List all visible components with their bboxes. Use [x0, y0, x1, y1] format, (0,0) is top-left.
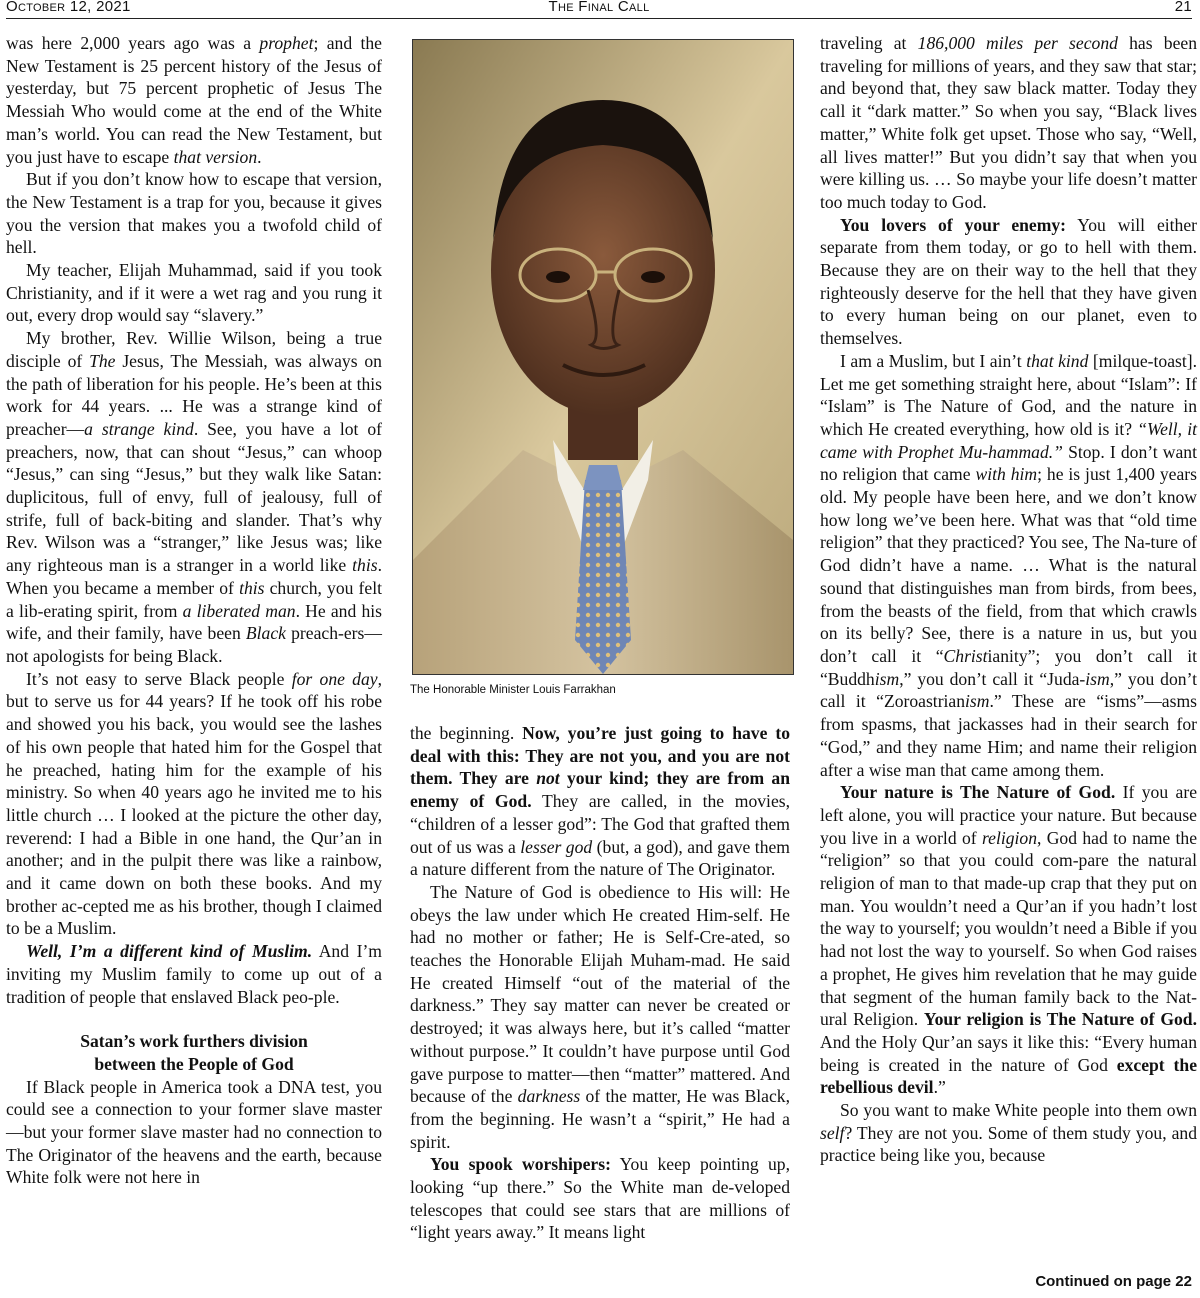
- text-run: has been traveling for millions of years, and they saw that star; and beyond that, they saw black matter. Today they call it “dark matter.” So when you say, “Black lives matter,” White folk get upset. Those who say, “Well, all lives matter!” But you didn’t say that when you were killing us. … So maybe your life doesn’t matter too much today to God.: [820, 33, 1198, 212]
- text-run: church, you felt a lib-erating spirit, from: [6, 577, 382, 621]
- paragraph: [6, 327, 382, 668]
- paper-name: The Final Call: [548, 0, 650, 15]
- text-run: for one day: [291, 668, 378, 689]
- text-run: a liberated man: [182, 600, 296, 621]
- text-run: Well, I’m a different kind of Muslim.: [26, 941, 313, 962]
- text-run: ism: [874, 668, 900, 689]
- text-run: self: [820, 1122, 845, 1143]
- text-run: ,” you don’t call it “Juda-: [899, 668, 1086, 689]
- text-run: ? They are not you. Some of them study you, and practice being like you, because: [820, 1122, 1197, 1166]
- text-run: If you are left alone, you will practice your nature. But because you live in a world of: [820, 782, 1197, 848]
- text-run: Your nature is The Nature of God.: [840, 782, 1116, 803]
- paragraph: [410, 722, 790, 881]
- paragraph: [6, 940, 382, 1008]
- text-run: You lovers of your enemy:: [840, 214, 1067, 235]
- paragraph: [410, 1153, 790, 1244]
- paragraph: [820, 781, 1197, 1099]
- text-run: your kind; they are from an enemy of God.: [410, 768, 791, 812]
- article-column-3: [820, 32, 1197, 1167]
- text-run: religion: [981, 827, 1037, 848]
- text-run: They are called, in the movies, “children of a lesser god”: The God that grafted them out of us was a: [410, 791, 790, 857]
- text-run: Black: [245, 623, 286, 644]
- text-run: You spook worshipers:: [430, 1154, 611, 1175]
- text-run: ,” you don’t call it “Zoroastrian: [820, 668, 1198, 712]
- text-run: , but to serve us for 44 years? If he took off his robe and showed you his back, you would see the lashes of his own people that hated him for the Gospel that he preached, hating him for the example of his ministry. So when 40 years ago he invited me to his little church … I looked at the picture the other day, reverend: I had a Bible in one hand, the Qur’an in another; and in the pulpit there was like a rainbow, and it came down on both these books. And my brother ac-cepted me as his brother, though I claimed to be a Muslim.: [6, 668, 382, 939]
- text-run: And I’m inviting my Muslim family to come up out of a tradition of people that enslaved Black peo-ple.: [6, 941, 382, 1007]
- article-column-2: [410, 722, 790, 1244]
- text-run: The Nature of God is obedience to His will: He obeys the law under which He created Him-self. He had no mother or father; He is Self-Cre-ated, so teaches the Honorable Elijah Muham-mad. He said He created Himself “out of the material of the darkness.” They say matter can never be created or destroyed; it was always here, but it’s called “matter without purpose.” It couldn’t have purpose until God gave purpose to matter—then “matter” mattered. And because of the: [410, 881, 790, 1107]
- text-run: that kind: [1026, 350, 1089, 371]
- text-run: . See, you have a lot of preachers, now, that can shout “Jesus,” can whoop “Jesus,” can sing “Jesus,” but they walk like Satan: duplicitous, full of envy, full of jealousy, full of strife, full of back-biting and slander. That’s why Rev. Wilson was a “stranger,” like Jesus was; like any righteous man is a stranger in a world like: [6, 418, 382, 576]
- paragraph: [820, 350, 1197, 781]
- text-run: darkness: [517, 1086, 581, 1107]
- text-run: preach-ers—not apologists for being Black.: [6, 623, 382, 666]
- portrait-photo: [412, 39, 794, 675]
- continued-jump-line: Continued on page 22: [1035, 1273, 1192, 1290]
- article-column-1: [6, 32, 382, 1189]
- text-run: Christ: [943, 645, 988, 666]
- text-run: ism: [965, 691, 990, 712]
- text-run: Stop. I don’t want no religion that came: [820, 441, 1197, 485]
- text-run: Your religion is The Nature of God.: [923, 1009, 1197, 1030]
- text-run: lesser god: [520, 836, 593, 857]
- text-run: I am a Muslim, but I ain’t: [840, 350, 1027, 371]
- subheading: [6, 1030, 382, 1075]
- text-run: The: [89, 350, 116, 371]
- text-run: Jesus, The Messiah, was always on the path of liberation for his people. He’s been at this work for 44 years. ... He was a strange kind of preacher—: [6, 350, 382, 439]
- text-run: .”: [933, 1077, 946, 1098]
- text-run: “Well, it came with Prophet Mu-hammad.”: [820, 418, 1198, 462]
- text-run: Now, you’re just going to have to deal with this: They are not you, and you are not them. They are: [410, 723, 790, 789]
- text-run: [milque-toast]. Let me get something straight here, about “Islam”: If “Islam” is The Nature of God, and the nature in which He created everything, how old is it?: [820, 350, 1197, 439]
- text-run: that version: [173, 146, 258, 167]
- text-run: . When you became a member of: [6, 555, 382, 598]
- text-run: ; he is just 1,400 years old. My people have been here, and we don’t know how long we’ve been here. What was that “old time religion” that they practiced? You see, The Na-ture of God didn’t have a name. … What is the natural sound that distinguishes man from birds, from bees, from the beasts of the field, from that which crawls on its belly? See, there is a nature in us, but you don’t call it “: [820, 464, 1198, 666]
- text-run: of the matter, He was Black, from the beginning. He wasn’t a “spirit,” He had a spirit.: [410, 1086, 790, 1152]
- text-run: ism: [1085, 668, 1110, 689]
- text-run: this: [352, 555, 378, 576]
- text-run: was here 2,000 years ago was a: [6, 33, 260, 53]
- photo-caption: The Honorable Minister Louis Farrakhan: [410, 684, 616, 696]
- text-run: You keep pointing up, looking “up there.” So the White man de-veloped telescopes that could see stars that are millions of “light years away.” It means light: [410, 1154, 790, 1243]
- text-run: , God had to name the “religion” so that you could com-pare the natural religion of man to that made-up crap that they put on man. You wouldn’t need a Qur’an if you hadn’t lost the way to yourself; you wouldn’t need a Bible if you had not lost the way to yourself. So when God raises a prophet, He gives him revelation that he may guide that segment of the human family back to the Nat-ural Religion.: [820, 827, 1198, 1030]
- text-run: prophet: [259, 33, 314, 53]
- paragraph: [6, 32, 382, 168]
- paragraph: [820, 214, 1197, 350]
- text-run: It’s not easy to serve Black people: [26, 668, 292, 689]
- text-run: So you want to make White people into them own: [840, 1100, 1197, 1121]
- text-run: not: [536, 768, 560, 789]
- text-run: except the rebellious devil: [820, 1054, 1198, 1098]
- text-run: this: [239, 577, 265, 598]
- text-run: You will either separate from them today, or go to hell with them. Because they are on their way to the hell that they righteously deserve for the hell that they have given to every human being on our planet, even to themselves.: [820, 214, 1197, 349]
- paragraph: [820, 32, 1197, 214]
- paragraph: [820, 1099, 1197, 1167]
- subheading-line: Satan’s work furthers division: [80, 1031, 308, 1052]
- paragraph: [6, 1076, 382, 1190]
- text-run: If Black people in America took a DNA test, you could see a connection to your former slave master—but your former slave master had no connection to The Originator of the heavens and the earth, because White folk were not here in: [6, 1076, 382, 1188]
- text-run: ianity”; you don’t call it “Buddh: [820, 645, 1197, 689]
- paragraph: [6, 668, 382, 940]
- paragraph: [410, 881, 790, 1153]
- issue-date: October 12, 2021: [6, 0, 131, 15]
- text-run: the beginning.: [410, 723, 523, 743]
- page-number: 21: [1174, 0, 1192, 15]
- text-run: traveling at: [820, 33, 918, 53]
- running-header: [6, 0, 1192, 19]
- text-run: (but, a god), and gave them a nature different from the nature of The Originator.: [410, 836, 790, 880]
- paragraph: [6, 168, 382, 259]
- text-run: But if you don’t know how to escape that version, the New Testament is a trap for you, because it gives you the version that makes you a twofold child of hell.: [6, 169, 382, 258]
- text-run: My teacher, Elijah Muhammad, said if you took Christianity, and if it were a wet rag and you rung it out, every drop would say “slavery.”: [6, 260, 382, 326]
- text-run: 186,000 miles per second: [917, 33, 1118, 53]
- text-run: .” These are “isms”—asms from spasms, that jackasses had in their search for “God,” and they name Him; and name their religion after a wise man that came among them.: [820, 691, 1197, 780]
- text-run: My brother, Rev. Willie Wilson, being a true disciple of: [6, 328, 382, 371]
- paragraph: [6, 259, 382, 327]
- text-run: ; and the New Testament is 25 percent history of the Jesus of yesterday, but 75 percent prophetic of Jesus The Messiah Who would come at the end of the White man’s world. You can read the New Testament, but you just have to escape: [6, 33, 382, 167]
- text-run: . He and his wife, and their family, have been: [6, 600, 382, 644]
- text-run: with him: [975, 464, 1038, 485]
- text-run: a strange kind: [84, 418, 194, 439]
- text-run: And the Holy Qur’an says it like this: “Every human being is created in the nature of God: [820, 1031, 1197, 1075]
- text-run: .: [257, 146, 262, 167]
- subheading-line: between the People of God: [94, 1053, 294, 1074]
